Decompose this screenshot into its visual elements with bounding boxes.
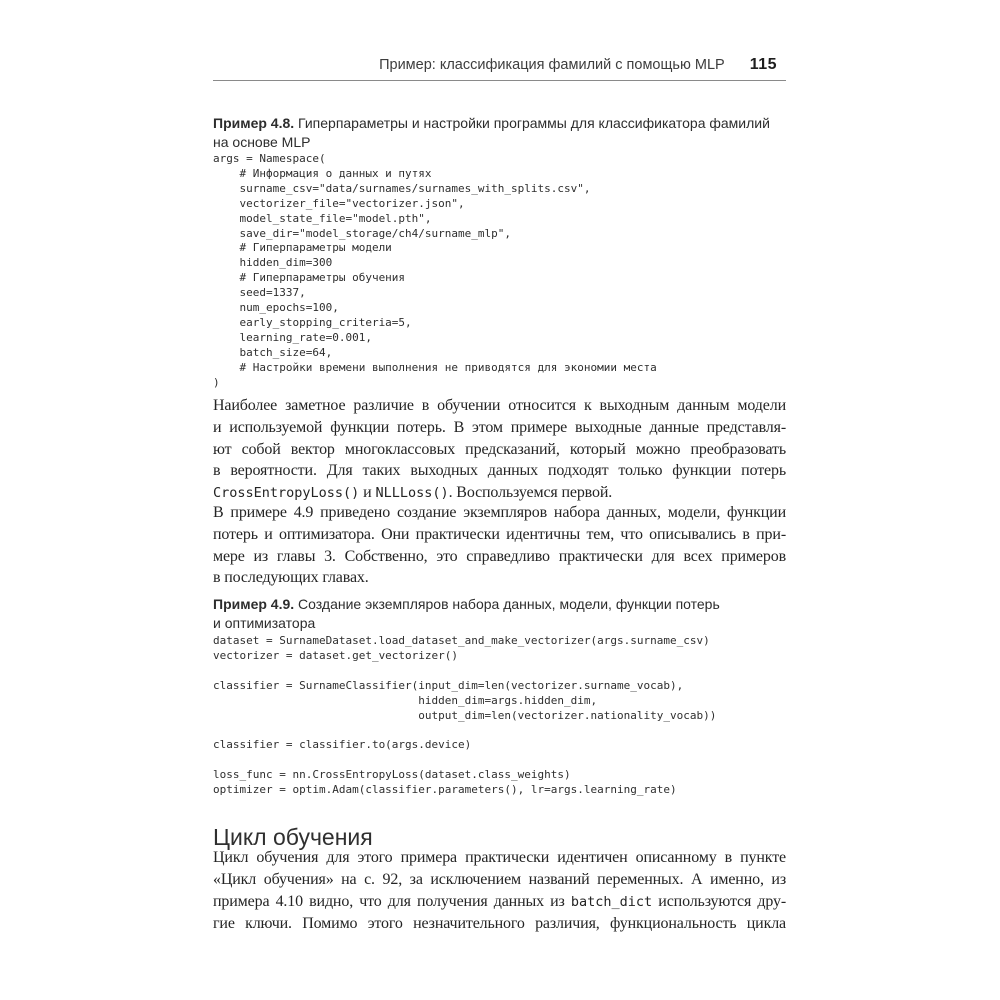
- caption-text: и оптимизатора: [213, 615, 316, 631]
- caption-line: [213, 114, 786, 133]
- inline-code: batch_dict: [570, 893, 653, 910]
- text-segment: и: [359, 484, 376, 502]
- text-line: [213, 502, 786, 524]
- text-segment: примера 4.10 видно, что для получения данных из: [213, 892, 571, 910]
- code-line: surname_csv="data/surnames/surnames_with_splits.csv",: [213, 181, 591, 195]
- example-4-9-caption: [213, 595, 786, 633]
- example-4-9-label: Пример 4.9.: [213, 596, 295, 612]
- inline-code: CrossEntropyLoss(): [213, 485, 360, 502]
- running-header-title: Пример: классификация фамилий с помощью MLP: [379, 57, 725, 73]
- text-line: [213, 891, 786, 914]
- text-segment: мере из главы 3. Собственно, это справедливо практически для всех примеров: [213, 547, 786, 565]
- code-line: vectorizer_file="vectorizer.json",: [213, 196, 465, 210]
- text-line: [213, 847, 786, 869]
- code-line: [213, 723, 786, 738]
- code-line: hidden_dim=300: [213, 256, 333, 270]
- code-line: dataset = SurnameDataset.load_dataset_and_make_vectorizer(args.surname_csv): [213, 634, 710, 647]
- code-line: # Информация о данных и путях: [213, 166, 432, 180]
- page-number: 115: [749, 56, 777, 73]
- text-segment: гие ключи. Помимо этого незначительного различия, функциональность цикла: [213, 915, 786, 933]
- code-line: loss_func = nn.CrossEntropyLoss(dataset.class_weights): [213, 768, 571, 782]
- text-segment: В примере 4.9 приведено создание экземпляров набора данных, модели, функции: [213, 504, 786, 521]
- code-line: classifier = classifier.to(args.device): [213, 738, 472, 752]
- code-line: # Гиперпараметры модели: [213, 241, 392, 255]
- text-segment: Наиболее заметное различие в обучении относится к выходным данным модели: [213, 397, 786, 414]
- page-content: [213, 0, 786, 1000]
- text-line: [213, 524, 786, 546]
- caption-line: [213, 614, 786, 633]
- example-4-8-label: Пример 4.8.: [213, 115, 295, 131]
- code-line: learning_rate=0.001,: [213, 330, 372, 344]
- code-line: # Гиперпараметры обучения: [213, 271, 406, 285]
- caption-line: [213, 133, 786, 152]
- code-line: optimizer = optim.Adam(classifier.parameters(), lr=args.learning_rate): [213, 783, 677, 797]
- code-line: ): [213, 375, 220, 389]
- caption-line: [213, 595, 786, 614]
- code-line: output_dim=len(vectorizer.nationality_vocab)): [213, 708, 717, 722]
- code-line: seed=1337,: [213, 286, 306, 300]
- code-line: num_epochs=100,: [213, 301, 339, 315]
- text-line: [213, 913, 786, 935]
- code-line: batch_size=64,: [213, 345, 333, 359]
- code-line: # Настройки времени выполнения не приводятся для экономии места: [213, 360, 657, 374]
- text-segment: в вероятности. Для таких выходных данных подходят только функции потерь: [213, 462, 786, 480]
- text-segment: «Цикл обучения» на с. 92, за исключением названий переменных. А именно, из: [213, 870, 786, 888]
- code-line: [213, 664, 786, 679]
- text-line: [213, 869, 786, 891]
- text-line: [213, 417, 786, 439]
- code-line: hidden_dim=args.hidden_dim,: [213, 693, 598, 707]
- inline-code: NLLLoss(): [375, 485, 449, 502]
- text-segment: потерь и оптимизатора. Они практически идентичны тем, что описывались в при-: [213, 525, 786, 543]
- code-line: [213, 753, 786, 768]
- text-segment: . Воспользуемся первой.: [448, 484, 613, 502]
- header-rule: [213, 80, 786, 81]
- body-paragraph-2: [213, 502, 786, 589]
- code-listing-4-9: [213, 634, 786, 798]
- code-line: early_stopping_criteria=5,: [213, 315, 412, 329]
- code-line: model_state_file="model.pth",: [213, 211, 432, 225]
- example-4-8-caption: [213, 114, 786, 152]
- body-paragraph-3: [213, 847, 786, 935]
- text-segment: и используемой функции потерь. В этом примере выходные данные представля-: [213, 418, 786, 436]
- running-header: [213, 56, 786, 74]
- text-line: [213, 439, 786, 461]
- code-line: save_dir="model_storage/ch4/surname_mlp",: [213, 226, 512, 240]
- text-segment: в последующих главах.: [213, 569, 369, 587]
- text-line: [213, 546, 786, 568]
- text-line: [213, 395, 786, 417]
- caption-text: на основе MLP: [213, 134, 311, 150]
- code-line: vectorizer = dataset.get_vectorizer(): [213, 648, 459, 662]
- code-line: args = Namespace(: [213, 152, 326, 165]
- text-segment: Цикл обучения для этого примера практически идентичен описанному в пункте: [213, 849, 786, 866]
- text-segment: ют собой вектор многоклассовых предсказаний, который можно преобразовать: [213, 440, 786, 458]
- body-paragraph-1: [213, 395, 786, 505]
- caption-text: Гиперпараметры и настройки программы для классификатора фамилий: [294, 115, 770, 131]
- text-segment: используются дру-: [652, 892, 786, 910]
- caption-text: Создание экземпляров набора данных, модели, функции потерь: [294, 596, 720, 612]
- text-line: [213, 567, 786, 589]
- code-line: classifier = SurnameClassifier(input_dim=len(vectorizer.surname_vocab),: [213, 678, 684, 692]
- text-line: [213, 460, 786, 482]
- code-listing-4-8: [213, 152, 786, 391]
- section-heading: Цикл обучения: [213, 824, 373, 851]
